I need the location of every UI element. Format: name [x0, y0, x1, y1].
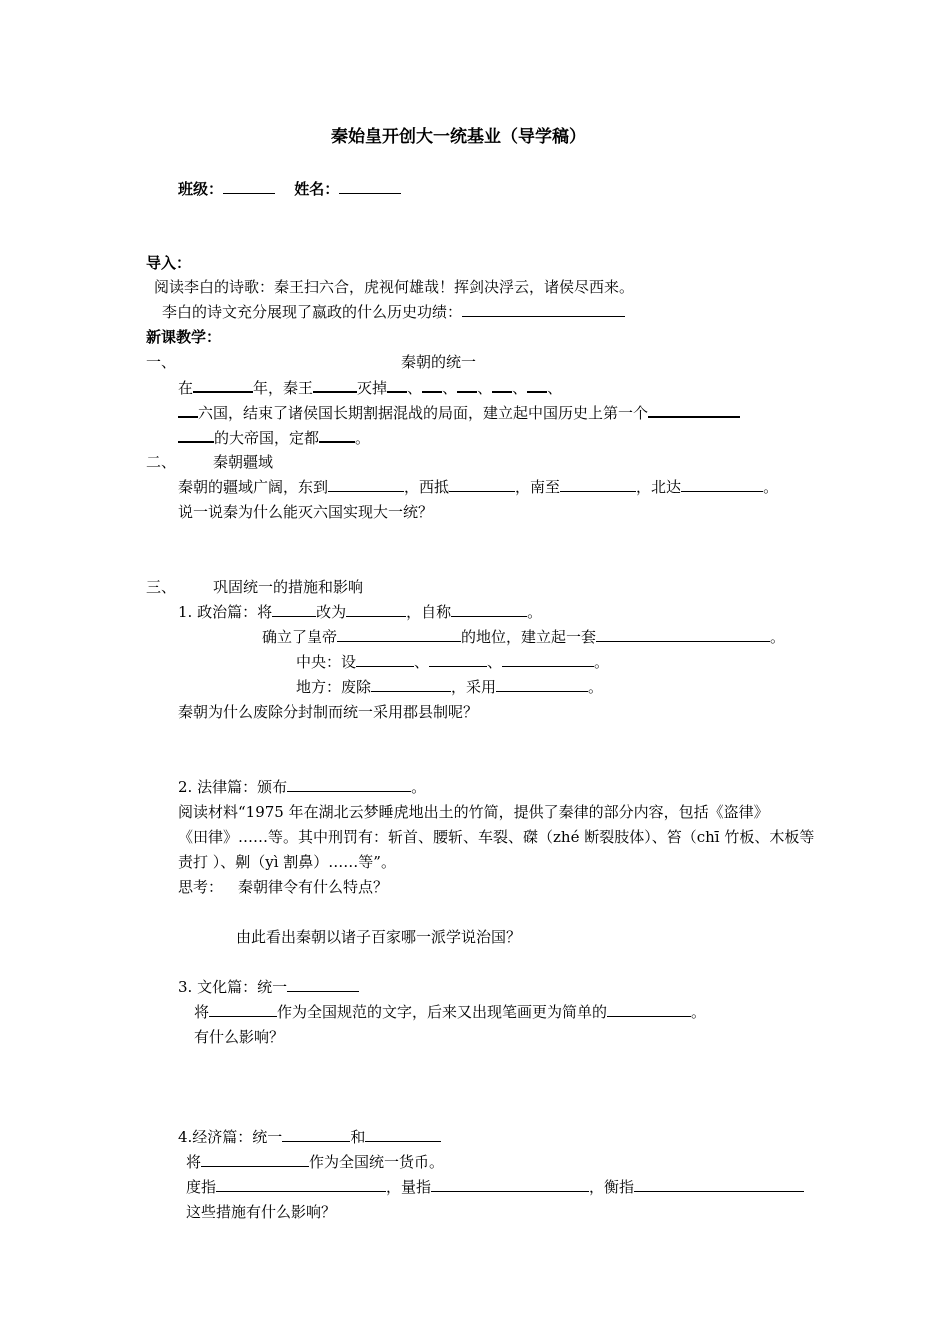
law-material2: 《田律》……等。其中刑罚有：斩首、腰斩、车裂、磔（zhé 断裂肢体）、笞（chī 竹板、木板等 [178, 828, 815, 846]
politics-line1 [178, 602, 542, 622]
culture-line1 [178, 977, 359, 997]
culture-question: 有什么影响？ [194, 1028, 285, 1046]
blank-year[interactable] [193, 377, 253, 393]
blank-law[interactable] [287, 777, 411, 792]
law-question2: 由此看出秦朝以诸子百家哪一派学说治国？ [236, 928, 522, 946]
blank-east[interactable] [328, 477, 404, 492]
section1-number: 一、 [146, 353, 177, 371]
economy-question: 这些措施有什么影响？ [186, 1203, 337, 1221]
blank-state6[interactable] [178, 402, 198, 418]
politics-question: 秦朝为什么废除分封制而统一采用郡县制呢？ [178, 703, 479, 721]
text-segment: 的大帝国，定都 [214, 429, 320, 447]
intro-poem: 阅读李白的诗歌：秦王扫六合，虎视何雄哉！挥剑决浮云，诸侯尽西来。 [154, 278, 635, 296]
text-segment: 。 [594, 653, 610, 671]
text-segment: 和 [350, 1128, 366, 1146]
text-segment: 2. 法律篇：颁布 [178, 778, 288, 796]
blank-pol3[interactable] [451, 602, 527, 617]
text-segment: 作为全国统一货币。 [309, 1153, 445, 1171]
blank-central1[interactable] [356, 652, 414, 667]
text-segment: 3. 文化篇：统一 [178, 978, 288, 996]
text-segment: 。 [770, 628, 786, 646]
blank-cul2[interactable] [209, 1002, 277, 1017]
text-segment: ，西抵 [404, 478, 450, 496]
law-line1 [178, 777, 426, 797]
blank-eco1[interactable] [282, 1127, 350, 1142]
culture-line2 [194, 1002, 706, 1022]
section3-title: 巩固统一的措施和影响 [213, 578, 364, 596]
blank-du[interactable] [216, 1177, 386, 1192]
text-segment: ，采用 [451, 678, 497, 696]
text-segment: 。 [763, 478, 779, 496]
blank-state4[interactable] [492, 377, 512, 393]
section1-line1 [178, 377, 562, 398]
economy-line3 [186, 1177, 804, 1197]
class-label: 班级： [178, 180, 224, 198]
text-segment: 的地位，建立起一套 [461, 628, 597, 646]
blank-pol1[interactable] [272, 602, 316, 617]
intro-heading: 导入： [146, 254, 192, 272]
text-segment: 秦朝的疆域广阔，东到 [178, 478, 329, 496]
blank-state3[interactable] [457, 377, 477, 393]
blank-pol4[interactable] [337, 627, 461, 642]
blank-pol5[interactable] [596, 627, 770, 642]
text-segment: 。 [527, 603, 543, 621]
text-segment: 地方：废除 [296, 678, 372, 696]
text-segment: ，量指 [386, 1178, 432, 1196]
economy-line1 [178, 1127, 441, 1147]
text-segment: 作为全国规范的文字，后来又出现笔画更为简单的 [277, 1003, 608, 1021]
text-segment: 将 [194, 1003, 210, 1021]
class-name-line [178, 179, 401, 199]
blank-king[interactable] [313, 377, 357, 393]
text-segment: 李白的诗文充分展现了嬴政的什么历史功绩： [162, 303, 463, 321]
text-segment: 思考： [178, 878, 224, 896]
blank-central2[interactable] [429, 652, 487, 667]
class-blank[interactable] [223, 179, 275, 194]
blank-eco2[interactable] [365, 1127, 441, 1142]
text-segment: 。 [355, 429, 371, 447]
text-segment: 度指 [186, 1178, 217, 1196]
text-segment: ，南至 [515, 478, 561, 496]
text-segment: 、 [407, 379, 423, 397]
text-segment: 。 [691, 1003, 707, 1021]
text-segment: 将 [186, 1153, 202, 1171]
blank-empire1[interactable] [648, 402, 740, 418]
blank-capital[interactable] [319, 427, 355, 443]
new-lesson-heading: 新课教学： [146, 328, 222, 346]
text-segment: 、 [512, 379, 528, 397]
law-think [178, 877, 388, 897]
section3-number: 三、 [146, 578, 177, 596]
text-segment: 。 [588, 678, 604, 696]
blank-empire2[interactable] [178, 427, 214, 443]
economy-line2 [186, 1152, 444, 1172]
text-segment: ，衡指 [589, 1178, 635, 1196]
blank-south[interactable] [560, 477, 636, 492]
blank-liang[interactable] [431, 1177, 589, 1192]
text-segment: 六国，结束了诸侯国长期割据混战的局面，建立起中国历史上第一个 [198, 404, 649, 422]
page-title: 秦始皇开创大一统基业（导学稿） [331, 127, 586, 147]
text-segment: 、 [442, 379, 458, 397]
text-segment: 在 [178, 379, 194, 397]
blank-pol2[interactable] [346, 602, 406, 617]
section2-number: 二、 [146, 453, 177, 471]
section2-title: 秦朝疆域 [213, 453, 274, 471]
text-segment: ，北达 [636, 478, 682, 496]
section1-line2 [178, 402, 740, 423]
blank-local1[interactable] [371, 677, 451, 692]
text-segment: 、 [547, 379, 563, 397]
blank-west[interactable] [449, 477, 515, 492]
text-segment: 1. 政治篇：将 [178, 603, 273, 621]
section1-title: 秦朝的统一 [401, 353, 477, 371]
text-segment: 。 [411, 778, 427, 796]
section2-question: 说一说秦为什么能灭六国实现大一统？ [178, 503, 434, 521]
politics-central [296, 652, 609, 672]
intro-question [162, 302, 625, 322]
politics-local [296, 677, 603, 697]
blank-state1[interactable] [387, 377, 407, 393]
text-segment: 灭掉 [357, 379, 388, 397]
blank-cul1[interactable] [287, 977, 359, 992]
intro-blank[interactable] [462, 302, 625, 317]
text-segment: 、 [414, 653, 430, 671]
text-segment: 中央：设 [296, 653, 357, 671]
politics-line2 [262, 627, 785, 647]
blank-local2[interactable] [496, 677, 588, 692]
blank-currency[interactable] [201, 1152, 309, 1167]
text-segment: 、 [477, 379, 493, 397]
name-label: 姓名： [294, 180, 340, 198]
text-segment: ，自称 [406, 603, 452, 621]
name-blank[interactable] [339, 179, 401, 194]
law-material3: 责打 ）、劓（yì 割鼻）……等”。 [178, 853, 396, 871]
section1-line3 [178, 427, 370, 448]
blank-heng[interactable] [634, 1177, 804, 1192]
blank-cul3[interactable] [607, 1002, 691, 1017]
text-segment: 年，秦王 [253, 379, 314, 397]
text-segment: 改为 [316, 603, 347, 621]
text-segment: 、 [487, 653, 503, 671]
blank-north[interactable] [681, 477, 763, 492]
text-segment: 4.经济篇：统一 [178, 1128, 283, 1146]
blank-state2[interactable] [422, 377, 442, 393]
text-segment: 确立了皇帝 [262, 628, 338, 646]
blank-state5[interactable] [527, 377, 547, 393]
section2-line1 [178, 477, 778, 497]
blank-central3[interactable] [502, 652, 594, 667]
law-material1: 阅读材料“1975 年在湖北云梦睡虎地出土的竹简，提供了秦律的部分内容，包括《盗律》 [178, 803, 769, 821]
text-segment: 秦朝律令有什么特点？ [238, 878, 389, 896]
